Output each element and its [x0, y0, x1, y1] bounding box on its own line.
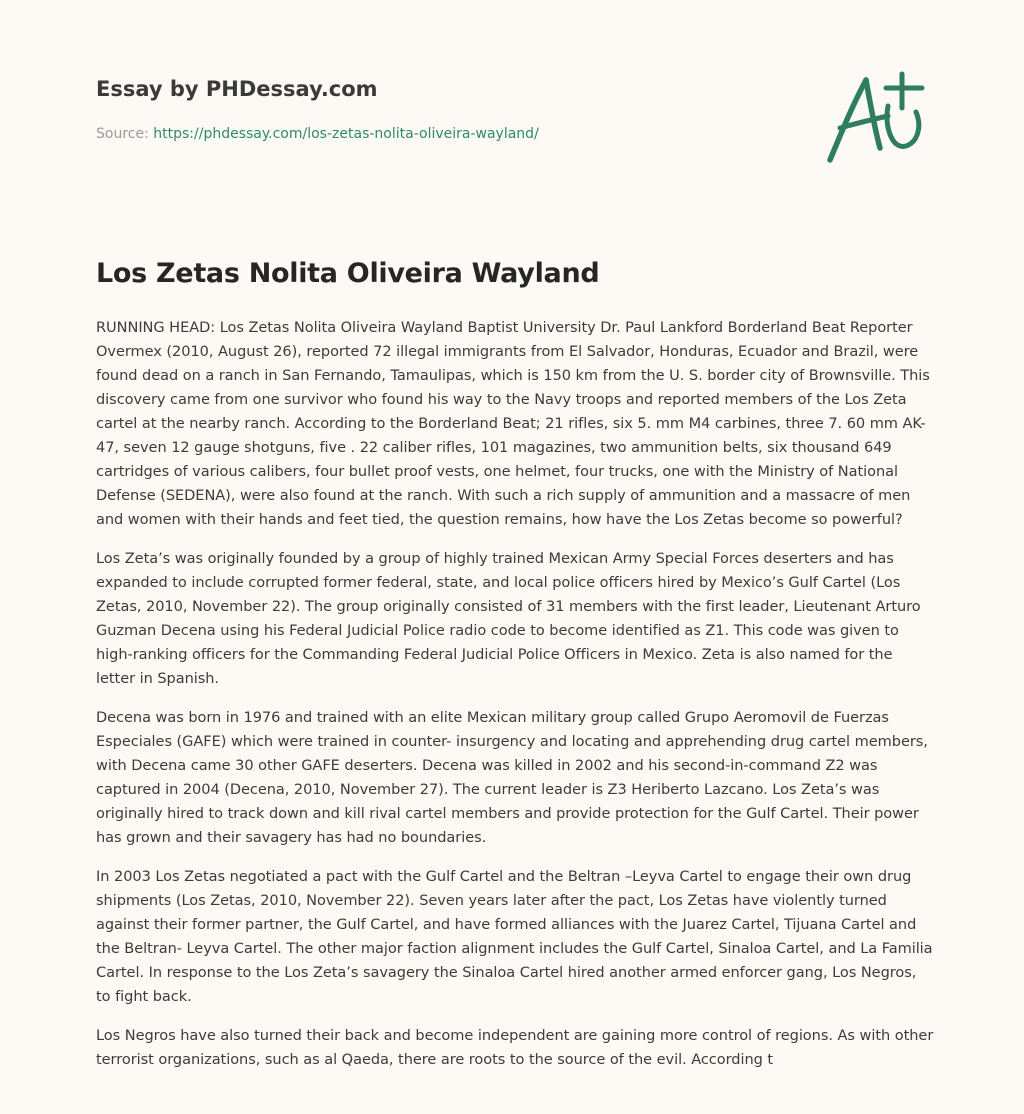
source-line [96, 124, 736, 144]
site-title: Essay by PHDessay.com [96, 77, 378, 101]
page-header [96, 74, 736, 144]
article-paragraph: Decena was born in 1976 and trained with an elite Mexican military group called Grupo Aeromovil de Fuerzas Especiales (GAFE) which were trained in counter- insurgency and locating and apprehending drug cartel members, with Decena came 30 other GAFE deserters. Decena was killed in 2002 and his second-in-command Z2 was captured in 2004 (Decena, 2010, November 27). The current leader is Z3 Heriberto Lazcano. Los Zeta’s was originally hired to track down and kill rival cartel members and provide protection for the Gulf Cartel. Their power has grown and their savagery has had no boundaries. [96, 709, 928, 846]
article-title: Los Zetas Nolita Oliveira Wayland [96, 258, 600, 289]
a-plus-grade-icon [822, 66, 930, 166]
source-label: Source: [96, 126, 154, 142]
article-paragraph: In 2003 Los Zetas negotiated a pact with the Gulf Cartel and the Beltran –Leyva Cartel to engage their own drug shipments (Los Zetas, 2010, November 22). Seven years later after the pact, Los Zetas have violently turned against their former partner, the Gulf Cartel, and have formed alliances with the Juarez Cartel, Tijuana Cartel and the Beltran- Leyva Cartel. The other major faction alignment includes the Gulf Cartel, Sinaloa Cartel, and La Familia Cartel. In response to the Los Zeta’s savagery the Sinaloa Cartel hired another armed enforcer gang, Los Negros, to fight back. [96, 868, 933, 1005]
article-paragraph: Los Zeta’s was originally founded by a group of highly trained Mexican Army Special Forces deserters and has expanded to include corrupted former federal, state, and local police officers hired by Mexico’s Gulf Cartel (Los Zetas, 2010, November 22). The group originally consisted of 31 members with the first leader, Lieutenant Arturo Guzman Decena using his Federal Judicial Police radio code to become identified as Z1. This code was given to high-ranking officers for the Commanding Federal Judicial Police Officers in Mexico. Zeta is also named for the letter in Spanish. [96, 550, 921, 687]
article [96, 254, 934, 1087]
article-paragraph: Los Negros have also turned their back and become independent are gaining more control of regions. As with other terrorist organizations, such as al Qaeda, there are roots to the source of the evil. According t [96, 1027, 934, 1068]
article-paragraph: RUNNING HEAD: Los Zetas Nolita Oliveira Wayland Baptist University Dr. Paul Lankford Borderland Beat Reporter Overmex (2010, August 26), reported 72 illegal immigrants from El Salvador, Honduras, Ecuador and Brazil, were found dead on a ranch in San Fernando, Tamaulipas, which is 150 km from the U. S. border city of Brownsville. This discovery came from one survivor who found his way to the Navy troops and reported members of the Los Zeta cartel at the nearby ranch. According to the Borderland Beat; 21 rifles, six 5. mm M4 carbines, three 7. 60 mm AK-47, seven 12 gauge shotguns, five . 22 caliber rifles, 101 magazines, two ammunition belts, six thousand 649 cartridges of various calibers, four bullet proof vests, one helmet, four trucks, one with the Ministry of National Defense (SEDENA), were also found at the ranch. With such a rich supply of ammunition and a massacre of men and women with their hands and feet tied, the question remains, how have the Los Zetas become so powerful? [96, 319, 930, 528]
source-link[interactable]: https://phdessay.com/los-zetas-nolita-oliveira-wayland/ [153, 126, 539, 142]
